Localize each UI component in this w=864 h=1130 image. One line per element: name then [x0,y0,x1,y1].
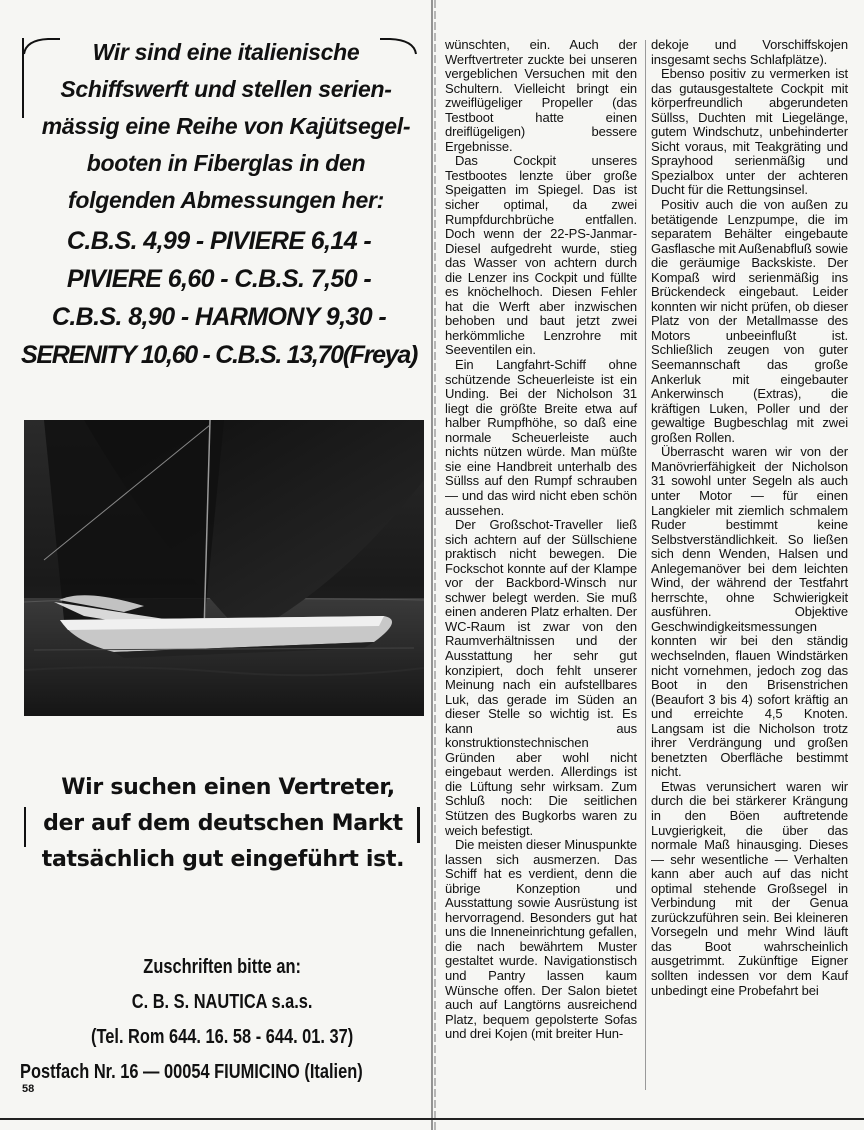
company-name: C. B. S. NAUTICA s.a.s. [131,991,313,1013]
postal-address: Postfach Nr. 16 — 00054 FIUMICINO (Italien) [20,1061,363,1083]
article-paragraph: Das Cockpit unseres Testbootes lenzte über große Speigatten im Spiegel. Das ist sicher optimal, da zwei Rumpfdurchbrüche entfallen. Doch wenn der 22-PS-Janmar-Diesel aufgedreht wurde, stieg das Wasser von achtern durch die Lenzer ins Cockpit und füllte es knöchelhoch. Diesen Fehler hat die Werft aber inzwischen behoben und baut jetzt zwei herkömmliche Lenzrohre mit Seeventilen ein. [445,153,637,358]
page-number: 58 [22,1083,35,1095]
article-paragraph: Etwas verunsichert waren wir durch die bei stärkerer Krängung in den Böen auftretende Luvgierigkeit, die über das normale Maß hinausging. Dieses — sehr wesentliche — Verhalten kann aber auch auf das nicht optimal stehende Großsegel in Verbindung mit der Genua zurückzuführen sein. Bei kleineren Vorsegeln und mehr Wind läuft das Boot wahrscheinlich ausgetrimmt. Zukünftige Eigner sollten indessen vor dem Kauf unbedingt eine Probefahrt bei [651,778,848,998]
ad-intro [18,28,422,218]
advertisement [0,0,428,1130]
contact-line: Zuschriften bitte an: [143,956,301,978]
bottom-border [0,1118,864,1120]
representative-wanted [18,770,428,878]
bracket-left-line [24,807,26,847]
article-paragraph: wünschten, ein. Auch der Werftvertreter zuckte bei unseren vergeblichen Versuchen mit den Schultern. Vielleicht bringt ein zweiflügeliger Propeller (das Testboot hatte einen dreiflügeligen) bessere Ergebnisse. [445,37,637,154]
wanted-line: tatsächlich gut eingeführt ist. [41,847,405,872]
sailboat-photo [24,420,424,716]
model-line: PIVIERE 6,60 - C.B.S. 7,50 - [66,265,372,293]
article-paragraph: Überrascht waren wir von der Manövrierfähigkeit der Nicholson 31 sowohl unter Segeln als auch unter Motor — für einen Langkieler mit ziemlich schmalem Ruder bestimmt keine Selbstverständlichkeit. So ließen sich denn Wenden, Halsen und Anlegemanöver bei dem leichten Wind, der während der Testfahrt herrschte, ohne Schwierigkeit ausführen. Objektive Geschwindigkeitsmessungen konnten wir bei den ständig wechselnden, flauen Windstärken nicht vornehmen, jedoch zog das Boot in den Brisenstrichen (Beaufort 3 bis 4) sofort kräftig an und erreichte 4,5 Knoten. Langsam ist die Nicholson trotz ihrer Verdrängung und großen benetzten Oberfläche bestimmt nicht. [651,444,848,780]
bracket-left-line [22,38,24,118]
article-paragraph: Ein Langfahrt-Schiff ohne schützende Scheuerleiste ist ein Unding. Bei der Nicholson 31 liegt die größte Breite etwa auf halber Rumpfhöhe, so daß eine normale Scheuerleiste auch nichts nützen würde. Man müßte sie eine Handbreit unterhalb des Süllss auf den Rumpf schrauben — und das wird nicht eben schön aussehen. [445,357,637,518]
boat-model-list [14,222,424,374]
article-paragraph: Ebenso positiv zu vermerken ist das gutausgestaltete Cockpit mit körperfreundlich abgerundeten Süllss, Duchten mit Liegelänge, gutem Windschutz, unbehinderter Sicht voraus, mit Teakgräting und Sprayhood serienmäßig und Spezialbox unter der achteren Ducht für die Rettungsinsel. [651,66,848,198]
model-line: C.B.S. 4,99 - PIVIERE 6,14 - [66,227,372,255]
phone-numbers: (Tel. Rom 644. 16. 58 - 644. 01. 37) [91,1026,354,1048]
article-column-left [445,38,637,1042]
bracket-right-line [417,807,420,843]
article-paragraph: Der Großschot-Traveller ließ sich achtern auf der Süllschiene praktisch nicht bewegen. Die Fockschot konnte auf der Klampe vor der Backbord-Winsch nur schwer belegt werden. Sie muß einen anderen Platz erhalten. Der WC-Raum ist zwar von den Raumverhältnissen und der Ausstattung her sehr gut konzipiert, doch fehlt unserer Meinung nach ein aufstellbares Luk, das gerade im Süden an dieser Stelle so wichtig ist. Es kann aus konstruktionstechnischen Gründen aber wohl nicht eingebaut werden. Allerdings ist die Lüftung sehr wirksam. Zum Schluß noch: Die seitlichen Stützen des Bugkorbs waren zu weich befestigt. [445,517,637,838]
article-paragraph: Positiv auch die von außen zu betätigende Lenzpumpe, die im separatem Behälter eingebaute Gasflasche mit Außenabfluß sowie die geräumige Backskiste. Der Kompaß wird serienmäßig ins Brückendeck eingebaut. Leider konnten wir nicht prüfen, ob dieser Platz von der Metallmasse des Motors unbeeinflußt ist. Schließlich zeugen von guter Seemannschaft das große Ankerluk mit eingebauter Ankerwinsch (Extras), die kräftigen Luken, Poller und der gewaltige Bugbeschlag mit zwei großen Rollen. [651,197,848,445]
article-column-right [651,38,848,998]
intro-line: mässig eine Reihe von Kajütsegel- [41,113,411,139]
article-paragraph: dekoje und Vorschiffskojen insgesamt sechs Schlafplätze). [651,37,848,67]
model-line: C.B.S. 8,90 - HARMONY 9,30 - [51,303,387,331]
article-paragraph: Die meisten dieser Minuspunkte lassen sich ausmerzen. Das Schiff hat es verdient, denn die übrige Konzeption und Ausstattung sowie Ausrüstung ist hervorragend. Besonders gut hat uns die Inneneinrichtung gefallen, die nach bewährtem Muster gestaltet wurde. Navigationstisch und Pantry lassen kaum Wünsche offen. Der Salon bietet auch auf Langtörns ausreichend Platz, bequem gepolsterte Sofas und drei Kojen (mit breiter Hun- [445,837,637,1042]
intro-line: booten in Fiberglas in den [86,150,366,176]
model-line: SERENITY 10,60 - C.B.S. 13,70(Freya) [21,341,417,369]
page-gutter [429,0,439,1130]
wanted-line: Wir suchen einen Vertreter, [61,775,395,800]
intro-line: folgenden Abmessungen her: [68,187,384,213]
column-divider [645,40,646,1090]
intro-line: Schiffswerft und stellen serien- [60,76,392,102]
intro-line: Wir sind eine italienische [92,39,360,65]
ad-intro-text [26,34,426,219]
wanted-line: der auf dem deutschen Markt [43,811,403,836]
contact-address [20,950,424,1090]
